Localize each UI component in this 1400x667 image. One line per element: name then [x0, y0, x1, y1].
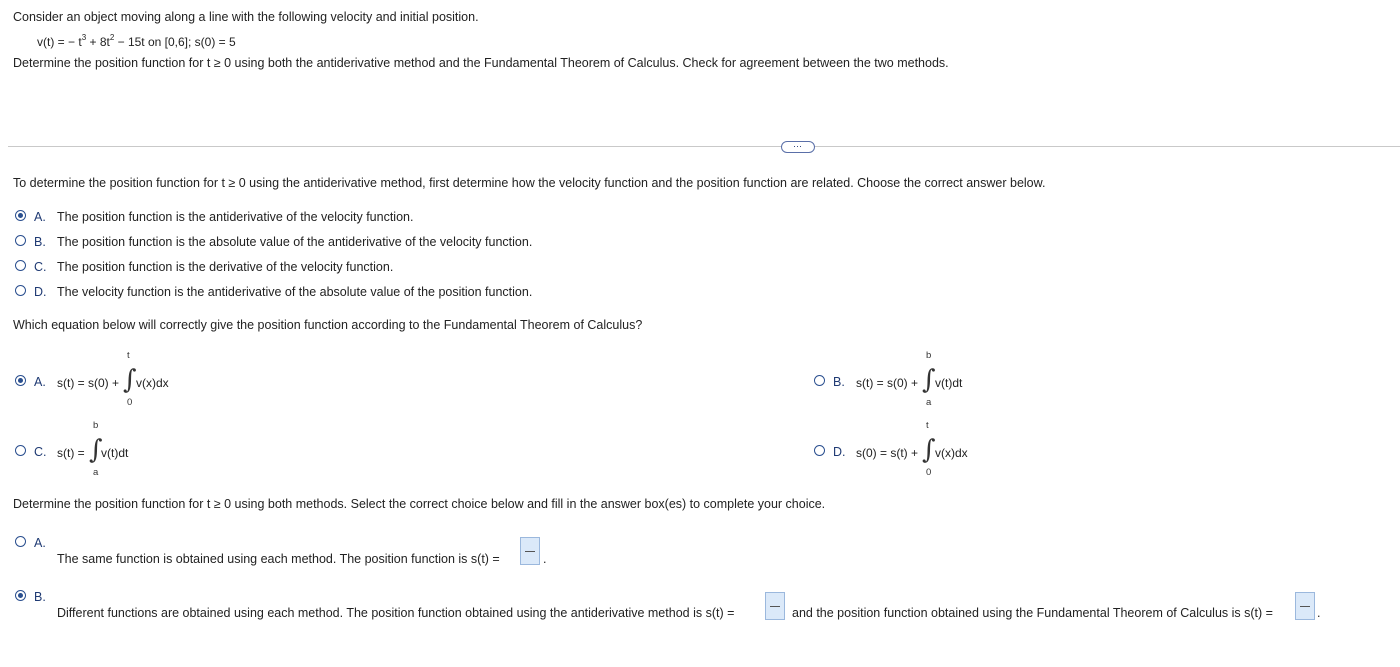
q2-option-a-lower-limit: 0	[127, 397, 133, 408]
q3-radio-b[interactable]	[15, 590, 26, 601]
q3-option-a-letter: A.	[34, 536, 46, 550]
q2-option-a-upper-limit: t	[127, 350, 130, 361]
q3-option-a-text: The same function is obtained using each method. The position function is s(t) =	[57, 552, 500, 566]
exponent-2: 2	[109, 33, 115, 42]
q2-radio-c[interactable]	[15, 445, 26, 456]
q1-option-d-text: The velocity function is the antiderivative of the absolute value of the position function.	[57, 285, 533, 299]
q1-option-c-text: The position function is the derivative of the velocity function.	[57, 260, 394, 274]
velocity-equation-part-2: + 8t	[86, 35, 110, 49]
q2-option-a-letter: A.	[34, 375, 46, 389]
integral-sign-icon: ∫	[89, 435, 103, 465]
q1-option-b-text: The position function is the absolute value of the antiderivative of the velocity function.	[57, 235, 533, 249]
q3-option-b-text-2: and the position function obtained using the Fundamental Theorem of Calculus is s(t) =	[792, 606, 1273, 620]
exponent-3: 3	[81, 33, 87, 42]
q2-radio-a[interactable]	[15, 375, 26, 386]
q1-prompt: To determine the position function for t ≥ 0 using the antiderivative method, first determine how the velocity function and the position function are related. Choose the correct answer below.	[13, 176, 1046, 190]
q2-option-d-integrand: v(x)dx	[935, 446, 968, 460]
q2-option-d-lhs: s(0) = s(t) +	[856, 446, 919, 460]
q2-option-d-letter: D.	[833, 445, 846, 459]
velocity-equation-part-1: v(t) = − t	[37, 35, 82, 49]
q2-option-b-lhs: s(t) = s(0) +	[856, 376, 919, 390]
answer-box-ftc[interactable]	[1295, 592, 1315, 620]
q2-option-a-integrand: v(x)dx	[136, 376, 169, 390]
q2-option-b-upper-limit: b	[926, 350, 932, 361]
q1-option-b-letter: B.	[34, 235, 46, 249]
section-divider	[8, 146, 1400, 147]
q2-radio-d[interactable]	[814, 445, 825, 456]
problem-intro: Consider an object moving along a line with the following velocity and initial position.	[13, 10, 479, 24]
q2-option-b-letter: B.	[833, 375, 845, 389]
q2-option-c-lhs: s(t) =	[57, 446, 85, 460]
q1-option-c-letter: C.	[34, 260, 47, 274]
answer-box-antiderivative[interactable]	[765, 592, 785, 620]
q1-radio-d[interactable]	[15, 285, 26, 296]
q3-radio-a[interactable]	[15, 536, 26, 547]
q3-option-b-period: .	[1317, 606, 1321, 620]
q2-option-b-integrand: v(t)dt	[935, 376, 963, 390]
q2-option-a-lhs: s(t) = s(0) +	[57, 376, 120, 390]
q2-prompt: Which equation below will correctly give the position function according to the Fundamental Theorem of Calculus?	[13, 318, 643, 332]
q1-radio-b[interactable]	[15, 235, 26, 246]
q1-radio-c[interactable]	[15, 260, 26, 271]
integral-sign-icon: ∫	[922, 365, 936, 395]
q1-option-d-letter: D.	[34, 285, 47, 299]
integral-sign-icon: ∫	[123, 365, 137, 395]
more-options-button[interactable]: ⋯	[781, 141, 815, 153]
q1-option-a-letter: A.	[34, 210, 46, 224]
problem-task: Determine the position function for t ≥ 0 using both the antiderivative method and the Fundamental Theorem of Calculus. Check for agreement between the two methods.	[13, 56, 949, 70]
q3-option-a-period: .	[543, 552, 547, 566]
q3-prompt: Determine the position function for t ≥ 0 using both methods. Select the correct choice below and fill in the answer box(es) to complete your choice.	[13, 497, 826, 511]
q1-radio-a[interactable]	[15, 210, 26, 221]
answer-box-same-function[interactable]	[520, 537, 540, 565]
velocity-equation	[37, 35, 236, 49]
integral-sign-icon: ∫	[922, 435, 936, 465]
q3-option-b-text-1: Different functions are obtained using each method. The position function obtained using the antiderivative method is s(t) =	[57, 606, 735, 620]
q3-option-b-letter: B.	[34, 590, 46, 604]
velocity-equation-part-3: − 15t on [0,6]; s(0) = 5	[114, 35, 236, 49]
q2-radio-b[interactable]	[814, 375, 825, 386]
q2-option-d-lower-limit: 0	[926, 467, 932, 478]
q2-option-c-lower-limit: a	[93, 467, 99, 478]
q2-option-c-upper-limit: b	[93, 420, 99, 431]
q2-option-c-letter: C.	[34, 445, 47, 459]
q2-option-c-integrand: v(t)dt	[101, 446, 129, 460]
q2-option-d-upper-limit: t	[926, 420, 929, 431]
q1-option-a-text: The position function is the antiderivative of the velocity function.	[57, 210, 414, 224]
q2-option-b-lower-limit: a	[926, 397, 932, 408]
